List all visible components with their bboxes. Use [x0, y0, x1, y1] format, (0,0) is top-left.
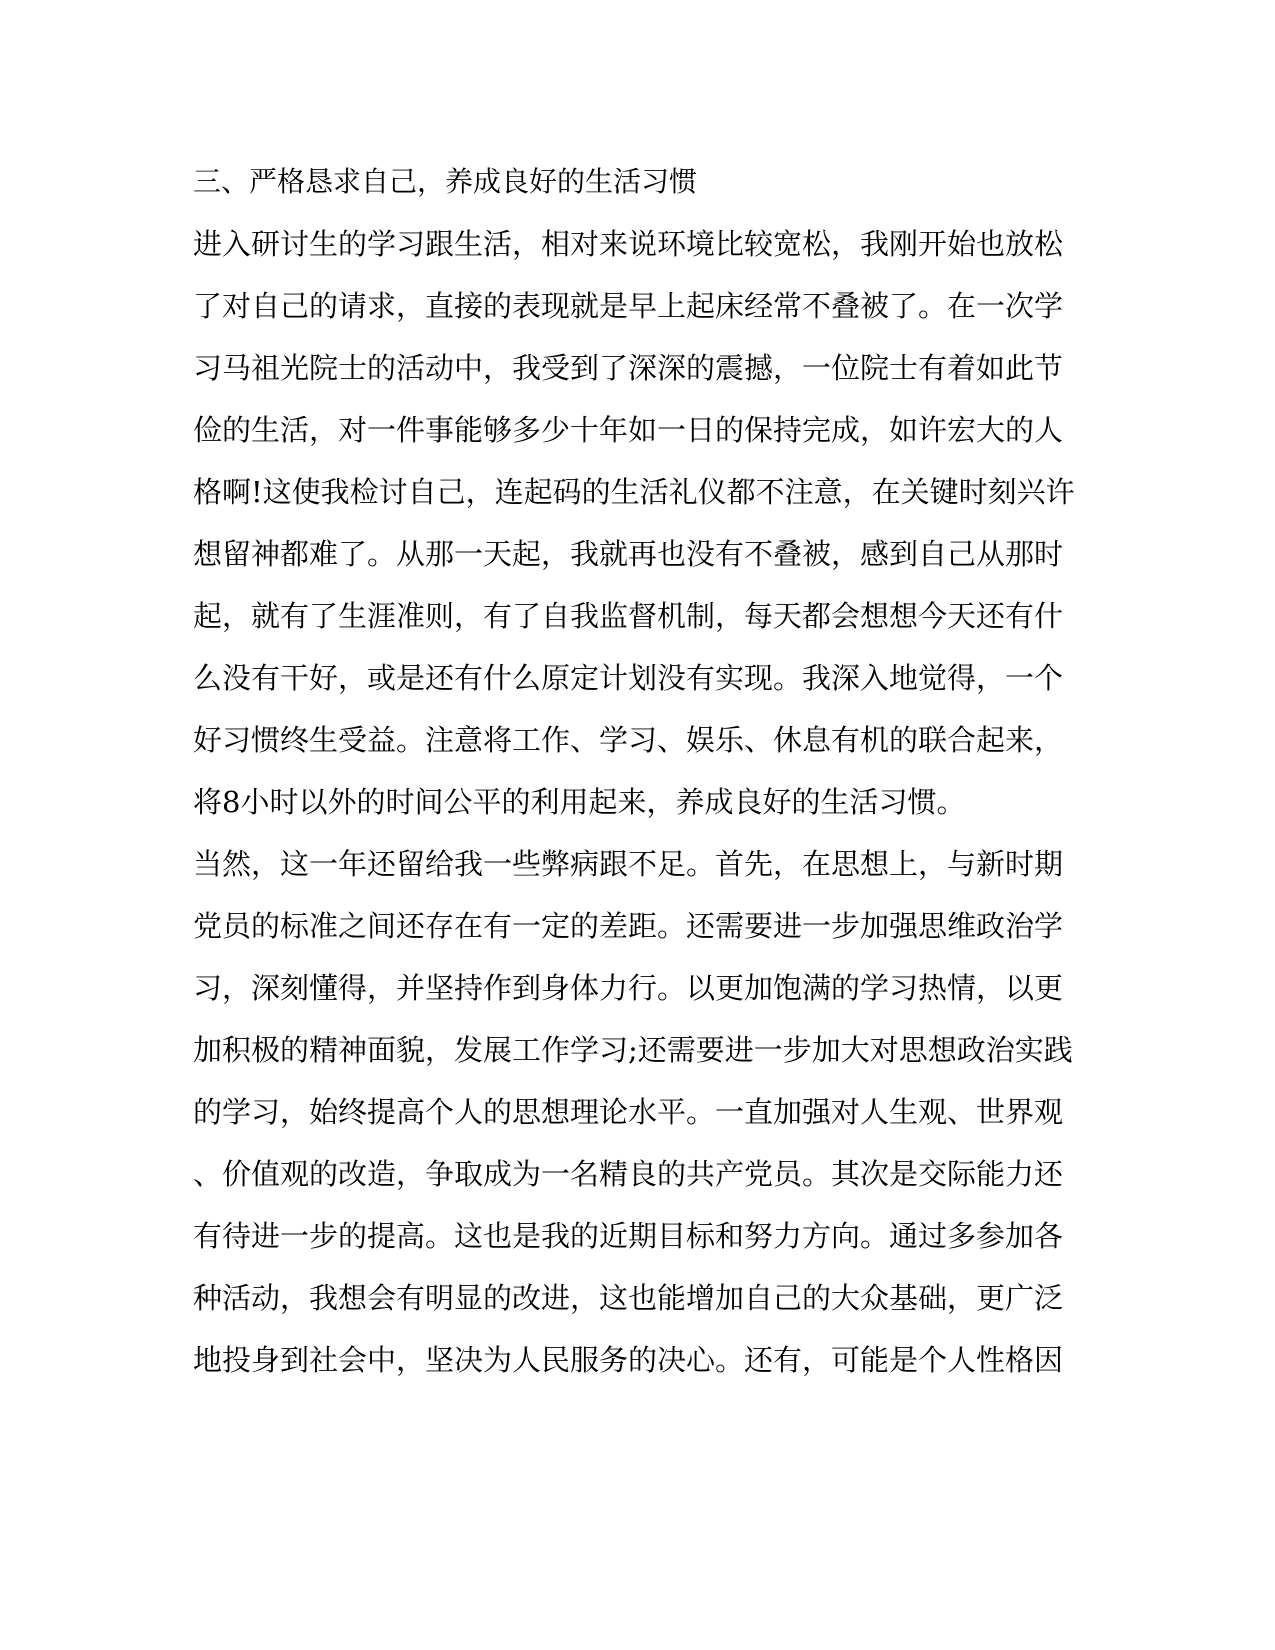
paragraph-line: 进入研讨生的学习跟生活，相对来说环境比较宽松，我刚开始也放松 — [193, 227, 1064, 261]
paragraph-line: 起，就有了生涯准则，有了自我监督机制，每天都会想想今天还有什 — [193, 599, 1064, 633]
paragraph-line: 了对自己的请求，直接的表现就是早上起床经常不叠被了。在一次学 — [193, 289, 1064, 323]
paragraph-line: 当然，这一年还留给我一些弊病跟不足。首先，在思想上，与新时期 — [193, 847, 1064, 881]
paragraph-line: 格啊!这使我检讨自己，连起码的生活礼仪都不注意，在关键时刻兴许 — [193, 475, 1075, 509]
paragraph-line: 么没有干好，或是还有什么原定计划没有实现。我深入地觉得，一个 — [193, 661, 1064, 695]
paragraph-line: 将8小时以外的时间公平的利用起来，养成良好的生活习惯。 — [193, 785, 966, 819]
paragraph-line: 习，深刻懂得，并坚持作到身体力行。以更加饱满的学习热情，以更 — [193, 971, 1064, 1005]
paragraph-line: 好习惯终生受益。注意将工作、学习、娱乐、休息有机的联合起来， — [193, 723, 1064, 757]
paragraph-line: 有待进一步的提高。这也是我的近期目标和努力方向。通过多参加各 — [193, 1219, 1064, 1253]
paragraph-line: 种活动，我想会有明显的改进，这也能增加自己的大众基础，更广泛 — [193, 1281, 1064, 1315]
paragraph-line: 党员的标准之间还存在有一定的差距。还需要进一步加强思维政治学 — [193, 909, 1064, 943]
paragraph-line: 习马祖光院士的活动中，我受到了深深的震撼，一位院士有着如此节 — [193, 351, 1064, 385]
paragraph-line: 加积极的精神面貌，发展工作学习;还需要进一步加大对思想政治实践 — [193, 1033, 1073, 1067]
paragraph-line: 的学习，始终提高个人的思想理论水平。一直加强对人生观、世界观 — [193, 1095, 1064, 1129]
paragraph-line: 地投身到社会中，坚决为人民服务的决心。还有，可能是个人性格因 — [193, 1343, 1064, 1377]
paragraph-line: 、价值观的改造，争取成为一名精良的共产党员。其次是交际能力还 — [193, 1157, 1064, 1191]
paragraph-line: 想留神都难了。从那一天起，我就再也没有不叠被，感到自己从那时 — [193, 537, 1064, 571]
paragraph-line: 俭的生活，对一件事能够多少十年如一日的保持完成，如许宏大的人 — [193, 413, 1064, 447]
section-heading: 三、严格恳求自己，养成良好的生活习惯 — [193, 165, 698, 198]
